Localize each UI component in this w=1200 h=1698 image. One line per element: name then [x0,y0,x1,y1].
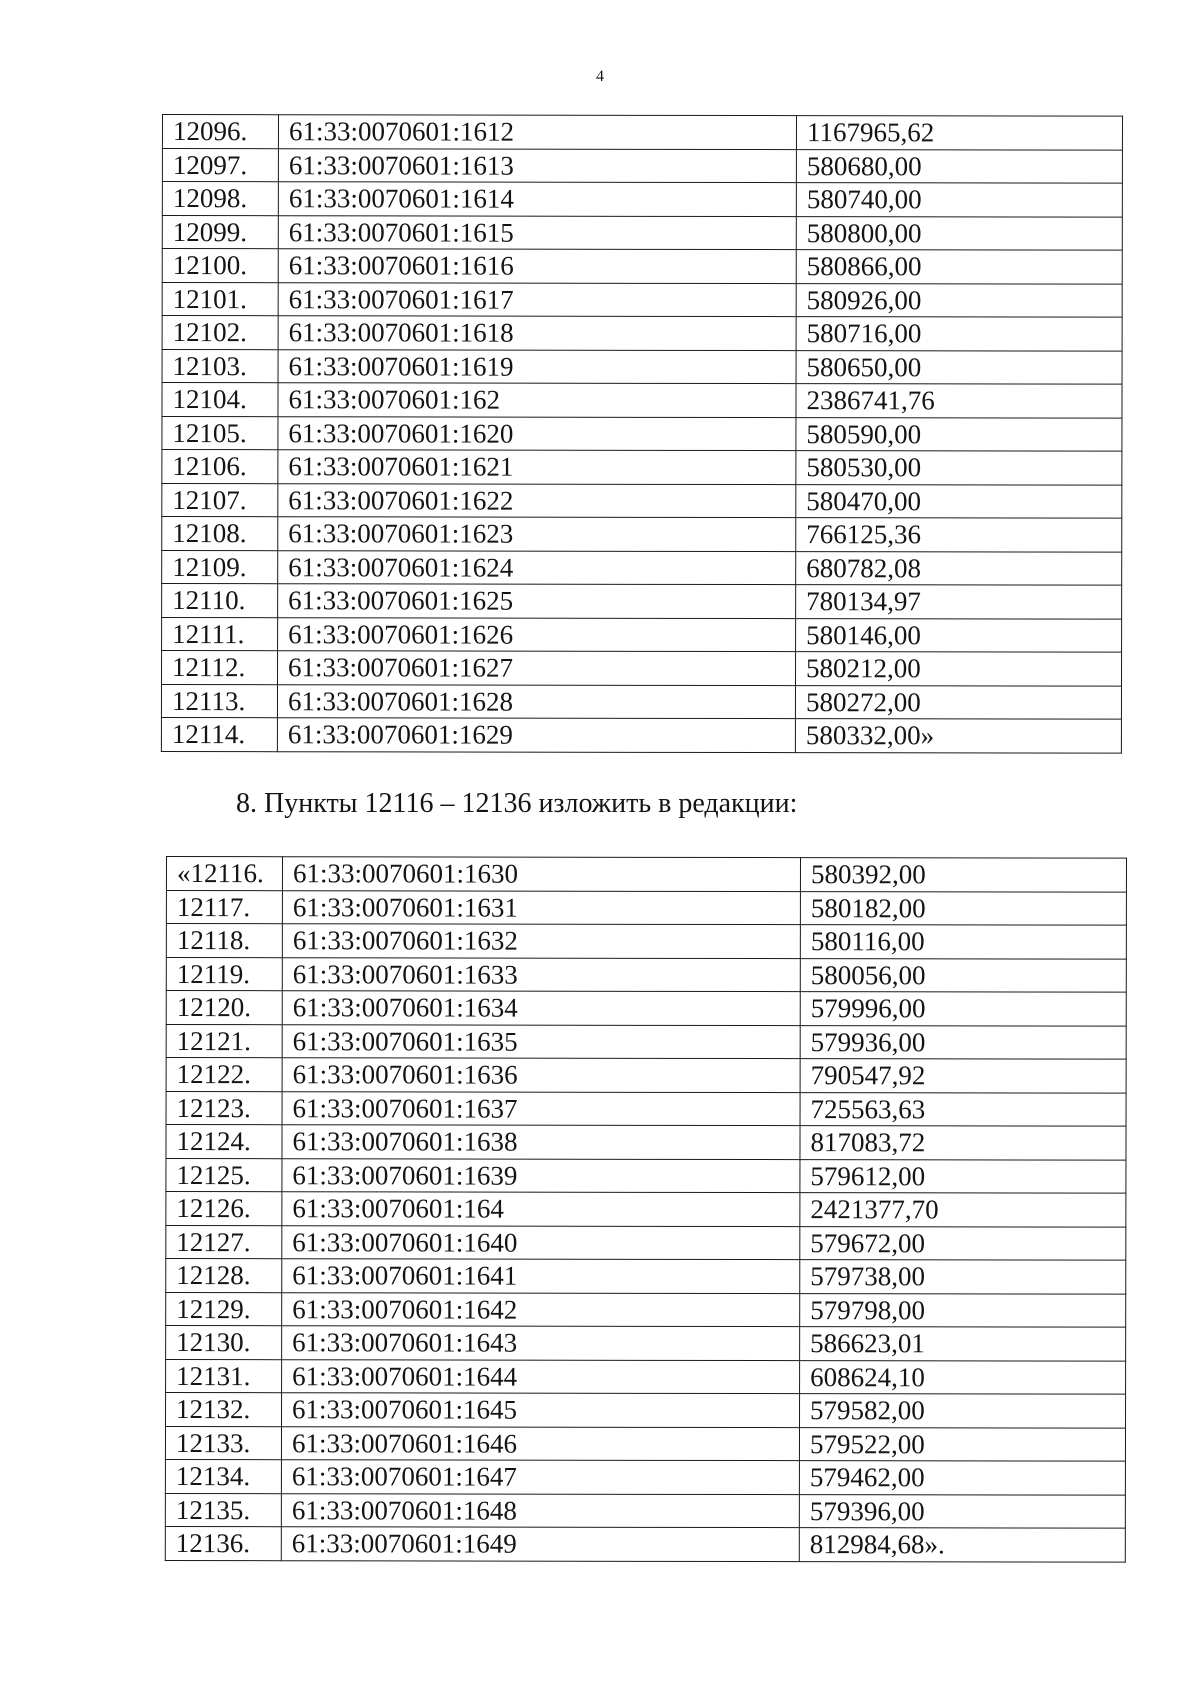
table-row [161,717,1121,752]
item-number-cell: 12096. [162,115,278,149]
cadastral-number-cell: 61:33:0070601:1621 [278,450,796,484]
item-number-cell: 12130. [166,1326,282,1360]
cadastral-number-cell: 61:33:0070601:1633 [282,957,800,991]
cadastral-number-cell: 61:33:0070601:1639 [282,1158,800,1192]
cadastral-value-cell: 580716,00 [796,317,1122,351]
cadastral-number-cell: 61:33:0070601:1647 [281,1460,799,1494]
table-row [166,1225,1126,1260]
cadastral-number-cell: 61:33:0070601:1627 [278,651,796,685]
cadastral-number-cell: 61:33:0070601:1628 [277,684,795,718]
cadastral-value-cell: 790547,92 [800,1059,1126,1093]
item-number-cell: 12133. [165,1426,281,1460]
item-number-cell: 12118. [166,924,282,958]
table-row [162,651,1122,686]
cadastral-number-cell: 61:33:0070601:1632 [282,924,800,958]
item-number-cell: 12100. [162,249,278,283]
cadastral-value-cell: 579672,00 [800,1226,1126,1260]
cadastral-number-cell: 61:33:0070601:1630 [282,857,800,891]
cadastral-number-cell: 61:33:0070601:1641 [282,1259,800,1293]
cadastral-value-cell: 580146,00 [796,618,1122,652]
cadastral-value-cell: 579396,00 [799,1494,1125,1528]
cadastral-value-cell: 580212,00 [796,652,1122,686]
table-row [166,991,1126,1026]
cadastral-value-cell: 680782,08 [796,551,1122,585]
table-row [162,349,1122,384]
item-number-cell: «12116. [166,857,282,891]
page-number: 4 [596,68,604,85]
cadastral-value-cell: 580182,00 [800,891,1126,925]
table-row [166,857,1126,892]
cadastral-number-cell: 61:33:0070601:1617 [278,282,796,316]
table-row [166,924,1126,959]
item-number-cell: 12120. [166,991,282,1025]
cadastral-value-cell: 580470,00 [796,484,1122,518]
table-row [166,890,1126,925]
cadastral-value-cell: 812984,68». [799,1528,1125,1562]
cadastral-value-cell: 580590,00 [796,417,1122,451]
cadastral-number-cell: 61:33:0070601:1631 [282,890,800,924]
item-number-cell: 12126. [166,1192,282,1226]
cadastral-value-cell: 580740,00 [796,183,1122,217]
cadastral-number-cell: 61:33:0070601:1615 [278,215,796,249]
table-row [162,115,1122,150]
cadastral-value-cell: 580800,00 [796,216,1122,250]
cadastral-number-cell: 61:33:0070601:1635 [282,1024,800,1058]
table-row [165,1493,1125,1528]
cadastral-number-cell: 61:33:0070601:1636 [282,1058,800,1092]
cadastral-number-cell: 61:33:0070601:1638 [282,1125,800,1159]
item-number-cell: 12128. [166,1259,282,1293]
cadastral-value-cell: 725563,63 [800,1092,1126,1126]
cadastral-number-cell: 61:33:0070601:1619 [278,349,796,383]
item-number-cell: 12109. [162,550,278,584]
table-row [162,617,1122,652]
item-number-cell: 12108. [162,517,278,551]
cadastral-value-cell: 766125,36 [796,518,1122,552]
cadastral-number-cell: 61:33:0070601:1648 [281,1493,799,1527]
cadastral-number-cell: 61:33:0070601:1649 [281,1527,799,1561]
item-number-cell: 12122. [166,1058,282,1092]
cadastral-value-cell: 580332,00» [795,719,1121,753]
item-number-cell: 12135. [165,1493,281,1527]
item-number-cell: 12105. [162,416,278,450]
table-row [161,684,1121,719]
cadastral-number-cell: 61:33:0070601:1644 [282,1359,800,1393]
table-row [166,1326,1126,1361]
item-number-cell: 12107. [162,483,278,517]
cadastral-number-cell: 61:33:0070601:1629 [277,718,795,752]
table-row [162,215,1122,250]
cadastral-number-cell: 61:33:0070601:1643 [282,1326,800,1360]
cadastral-value-cell: 580530,00 [796,451,1122,485]
table-row [166,1359,1126,1394]
cadastral-value-cell: 580866,00 [796,250,1122,284]
table-row [165,1526,1125,1561]
table-row [162,416,1122,451]
table-row [166,1192,1126,1227]
item-number-cell: 12121. [166,1024,282,1058]
item-number-cell: 12125. [166,1158,282,1192]
cadastral-value-cell: 579612,00 [800,1159,1126,1193]
table-row [166,1058,1126,1093]
cadastral-number-cell: 61:33:0070601:1646 [281,1426,799,1460]
table-row [162,316,1122,351]
table-row [162,483,1122,518]
cadastral-value-cell: 580926,00 [796,283,1122,317]
cadastral-number-cell: 61:33:0070601:1612 [278,115,796,149]
item-number-cell: 12129. [166,1292,282,1326]
item-number-cell: 12127. [166,1225,282,1259]
cadastral-value-cell: 579582,00 [800,1394,1126,1428]
table-row [162,249,1122,284]
item-number-cell: 12132. [166,1393,282,1427]
item-number-cell: 12106. [162,450,278,484]
cadastral-value-cell: 2386741,76 [796,384,1122,418]
cadastral-number-cell: 61:33:0070601:1622 [278,483,796,517]
table-row [166,1125,1126,1160]
cadastral-value-cell: 780134,97 [796,585,1122,619]
cadastral-value-cell: 579798,00 [800,1293,1126,1327]
item-number-cell: 12098. [162,182,278,216]
table-row [166,1292,1126,1327]
cadastral-value-cell: 586623,01 [800,1327,1126,1361]
cadastral-number-cell: 61:33:0070601:162 [278,383,796,417]
item-number-cell: 12111. [162,617,278,651]
section-heading: 8. Пункты 12116 – 12136 изложить в редакции: [236,788,798,819]
cadastral-number-cell: 61:33:0070601:1625 [278,584,796,618]
cadastral-number-cell: 61:33:0070601:1613 [278,148,796,182]
item-number-cell: 12112. [162,651,278,685]
table-row [162,148,1122,183]
item-number-cell: 12110. [162,584,278,618]
cadastral-number-cell: 61:33:0070601:1645 [282,1393,800,1427]
item-number-cell: 12102. [162,316,278,350]
cadastral-value-cell: 817083,72 [800,1126,1126,1160]
table-row [162,550,1122,585]
table-row [162,450,1122,485]
table-row [166,1259,1126,1294]
item-number-cell: 12124. [166,1125,282,1159]
cadastral-number-cell: 61:33:0070601:1637 [282,1091,800,1125]
cadastral-value-cell: 608624,10 [800,1360,1126,1394]
item-number-cell: 12104. [162,383,278,417]
table-row [162,517,1122,552]
cadastral-value-cell: 579936,00 [800,1025,1126,1059]
cadastral-value-cell: 579738,00 [800,1260,1126,1294]
table-row [166,1091,1126,1126]
item-number-cell: 12103. [162,349,278,383]
item-number-cell: 12136. [165,1526,281,1560]
cadastral-number-cell: 61:33:0070601:1618 [278,316,796,350]
cadastral-value-cell: 580392,00 [800,858,1126,892]
cadastral-number-cell: 61:33:0070601:1624 [278,550,796,584]
item-number-cell: 12134. [165,1460,281,1494]
cadastral-number-cell: 61:33:0070601:1623 [278,517,796,551]
table-row [162,182,1122,217]
table-row [166,957,1126,992]
cadastral-value-cell: 579522,00 [799,1427,1125,1461]
cadastral-value-cell: 580650,00 [796,350,1122,384]
table-row [166,1158,1126,1193]
cadastral-value-cell: 580680,00 [796,149,1122,183]
cadastral-value-table-1 [161,114,1123,753]
item-number-cell: 12119. [166,957,282,991]
cadastral-number-cell: 61:33:0070601:1640 [282,1225,800,1259]
table-row [166,1024,1126,1059]
cadastral-value-cell: 580056,00 [800,958,1126,992]
cadastral-value-table-2 [165,856,1127,1562]
table-row [166,1393,1126,1428]
item-number-cell: 12113. [161,684,277,718]
table-row [162,383,1122,418]
table-row [165,1460,1125,1495]
cadastral-number-cell: 61:33:0070601:1626 [278,617,796,651]
item-number-cell: 12101. [162,282,278,316]
table-row [162,584,1122,619]
cadastral-value-cell: 580272,00 [795,685,1121,719]
item-number-cell: 12117. [166,890,282,924]
item-number-cell: 12099. [162,215,278,249]
item-number-cell: 12097. [162,148,278,182]
cadastral-number-cell: 61:33:0070601:164 [282,1192,800,1226]
cadastral-number-cell: 61:33:0070601:1642 [282,1292,800,1326]
cadastral-value-cell: 1167965,62 [796,116,1122,150]
cadastral-value-cell: 2421377,70 [800,1193,1126,1227]
cadastral-number-cell: 61:33:0070601:1614 [278,182,796,216]
cadastral-value-cell: 580116,00 [800,925,1126,959]
cadastral-value-cell: 579996,00 [800,992,1126,1026]
table-row [165,1426,1125,1461]
cadastral-number-cell: 61:33:0070601:1634 [282,991,800,1025]
item-number-cell: 12131. [166,1359,282,1393]
cadastral-number-cell: 61:33:0070601:1620 [278,416,796,450]
item-number-cell: 12114. [161,717,277,751]
table-row [162,282,1122,317]
item-number-cell: 12123. [166,1091,282,1125]
cadastral-value-cell: 579462,00 [799,1461,1125,1495]
cadastral-number-cell: 61:33:0070601:1616 [278,249,796,283]
